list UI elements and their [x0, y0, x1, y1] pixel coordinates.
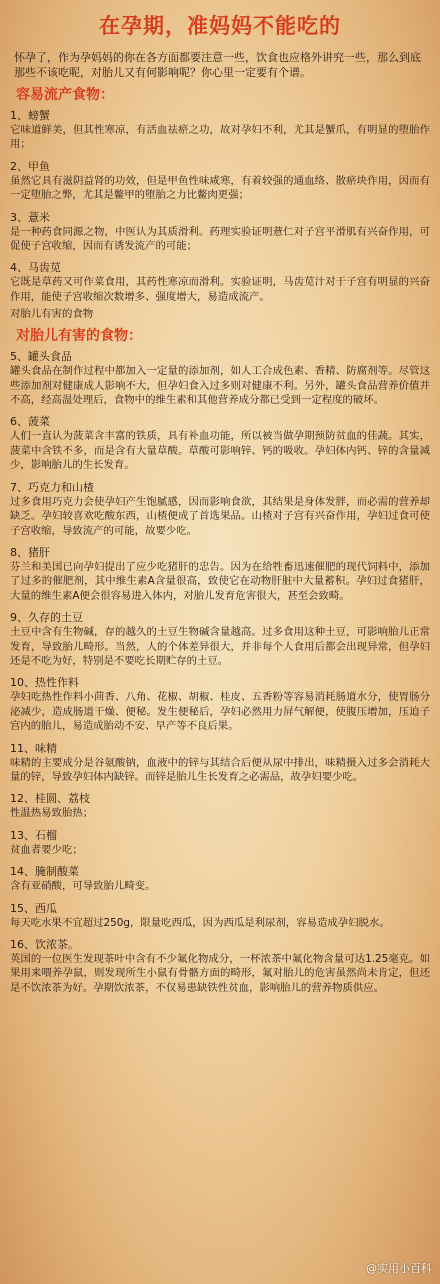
- item-text: 每天吃水果不宜超过250g，限量吃西瓜，因为西瓜是利尿剂，容易造成孕妇脱水。: [10, 916, 390, 929]
- item-text: 人们一直认为菠菜含丰富的铁质，具有补血功能，所以被当做孕期预防贫血的佳蔬。其实，菠菜中含铁不多，而是含有大量草酸。草酸可影响锌、钙的吸收。孕妇体内钙、锌的含量减少，影响胎儿的生长发育。: [10, 430, 430, 472]
- item-title: 13、石榴: [10, 828, 57, 842]
- list-item: [10, 901, 430, 930]
- item-text: 罐头食品在制作过程中都加入一定量的添加剂，如人工合成色素、香精、防腐剂等。尽管这些添加剂对健康成人影响不大，但孕妇食入过多则对健康不利。另外，罐头食品营养价值并不高，经高温处理后，食物中的维生素和其他营养成分都已受到一定程度的破坏。: [10, 365, 430, 407]
- list-item: [10, 545, 430, 603]
- list-item: [10, 864, 430, 893]
- list-item: [10, 741, 430, 785]
- page-title: 在孕期，准妈妈不能吃的: [99, 14, 341, 38]
- transition-text: 对胎儿有害的食物: [10, 308, 94, 321]
- watermark: @实用小百科: [366, 1262, 432, 1275]
- item-title: 9、久存的土豆: [10, 611, 83, 625]
- item-text: 土豆中含有生物碱，存的越久的土豆生物碱含量越高。过多食用这种土豆，可影响胎儿正常发育，导致胎儿畸形。当然，人的个体差异很大，并非每个人食用后都会出现异常，但孕妇还是不吃为好，特别是不要吃长期贮存的土豆。: [10, 626, 430, 667]
- section-heading-harmful-foods: 对胎儿有害的食物：: [16, 328, 142, 345]
- item-text: 过多食用巧克力会使孕妇产生饱腻感，因而影响食欲，其结果是身体发胖，而必需的营养却缺乏。孕妇较喜欢吃酸东西，山楂便成了首选果品。山楂对子宫有兴奋作用，孕妇过食可使子宫收缩，导致流产的可能，故要少吃。: [10, 495, 430, 537]
- item-title: 14、腌制酸菜: [10, 865, 79, 879]
- item-title: 11、味精: [10, 741, 57, 755]
- item-title: 3、薏米: [10, 210, 50, 224]
- item-title: 5、罐头食品: [10, 350, 72, 364]
- section-harmful-foods: [10, 349, 430, 995]
- item-title: 8、猪肝: [10, 545, 50, 559]
- item-text: 虽然它具有滋阴益肾的功效，但是甲鱼性味咸寒，有着较强的通血络、散瘀块作用，因而有一定堕胎之弊，尤其是鳖甲的堕胎之力比鳖肉更强；: [10, 174, 430, 202]
- item-text: 贫血者要少吃；: [10, 843, 83, 856]
- list-item: [10, 108, 430, 152]
- item-text: 孕妇吃热性作料小茴香、八角、花椒、胡椒、桂皮、五香粉等容易消耗肠道水分，使胃肠分泌减少，造成肠道干燥、便秘。发生便秘后，孕妇必然用力屏气解便，使腹压增加，压迫子宫内的胎儿，易造成胎动不安、早产等不良后果。: [10, 691, 430, 733]
- item-text: 含有亚硝酸，可导致胎儿畸变。: [10, 880, 156, 893]
- list-item: [10, 480, 430, 538]
- item-text: 味精的主要成分是谷氨酸钠，血液中的锌与其结合后便从尿中排出，味精摄入过多会消耗大量的锌，导致孕妇体内缺锌。而锌是胎儿生长发育之必需品，故孕妇要少吃。: [10, 756, 430, 783]
- item-title: 4、马齿苋: [10, 261, 61, 275]
- item-text: 英国的一位医生发现茶叶中含有不少氟化物成分，一杯浓茶中氟化物含量可达1.25毫克。如果用来喂养孕鼠，则发现所生小鼠有骨骼方面的畸形，氟对胎儿的危害虽然尚未肯定，但还是不饮浓茶为好。孕期饮浓茶，不仅易患缺铁性贫血，影响胎儿的营养物质供应。: [10, 953, 430, 994]
- list-item: [10, 159, 430, 203]
- item-text: 性温热易致胎热；: [10, 807, 94, 820]
- item-title: 15、西瓜: [10, 901, 57, 915]
- list-item: [10, 937, 430, 995]
- list-item: [10, 260, 430, 304]
- item-title: 10、热性作料: [10, 676, 79, 690]
- list-item: [10, 414, 430, 472]
- item-text: 是一种药食同源之物，中医认为其质滑利。药理实验证明薏仁对子宫平滑肌有兴奋作用，可促使子宫收缩，因而有诱发流产的可能；: [10, 225, 430, 253]
- section-miscarriage-foods: [10, 108, 430, 321]
- list-item: [10, 210, 430, 254]
- list-item: [10, 349, 430, 407]
- item-title: 1、螃蟹: [10, 109, 50, 122]
- list-item: [10, 791, 430, 820]
- item-title: 12、桂圆、荔枝: [10, 792, 90, 806]
- item-title: 7、巧克力和山楂: [10, 480, 94, 494]
- item-text: 它既是草药又可作菜食用，其药性寒凉而滑利。实验证明，马齿苋汁对于子宫有明显的兴奋作用，能使子宫收缩次数增多、强度增大，易造成流产。: [10, 276, 430, 303]
- item-text: 它味道鲜美，但其性寒凉，有活血祛瘀之功，故对孕妇不利，尤其是蟹爪，有明显的堕胎作用；: [10, 124, 430, 151]
- list-item: [10, 675, 430, 733]
- item-title: 2、甲鱼: [10, 159, 50, 173]
- section-heading-miscarriage-foods: 容易流产食物：: [16, 87, 114, 103]
- item-text: 芬兰和美国已向孕妇提出了应少吃猪肝的忠告。因为在给牲畜迅速催肥的现代饲料中，添加了过多的催肥剂，其中维生素A含量很高，致使它在动物肝脏中大量蓄积。孕妇过食猪肝，大量的维生素A便会很容易进入体内，对胎儿发育危害很大，甚至会致畸。: [10, 560, 430, 602]
- intro-paragraph: 怀孕了，作为孕妈妈的你在各方面都要注意一些，饮食也应格外讲究一些，那么到底那些不该吃呢，对胎儿又有何影响呢？你心里一定要有个谱。: [14, 51, 421, 79]
- list-item: [10, 828, 430, 857]
- list-item: [10, 610, 430, 668]
- item-title: 6、菠菜: [10, 415, 50, 429]
- item-title: 16、饮浓茶。: [10, 938, 79, 951]
